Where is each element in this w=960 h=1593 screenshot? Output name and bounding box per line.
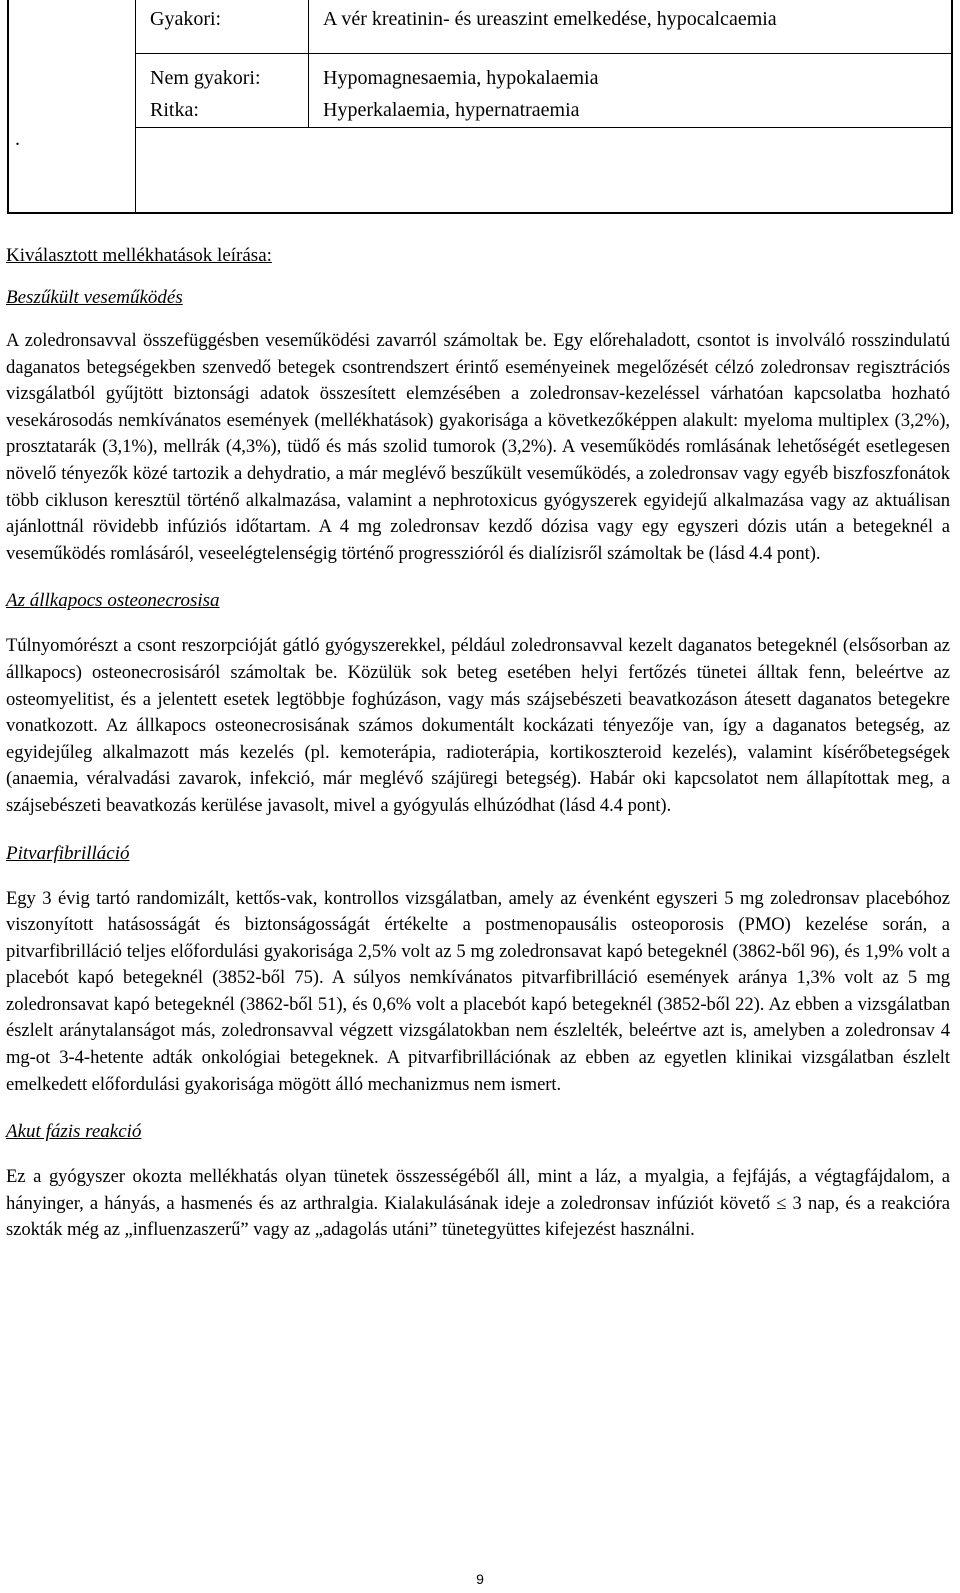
frequency-label-uncommon: Nem gyakori: bbox=[150, 67, 261, 89]
section-paragraph-renal: A zoledronsavval összefüggésben veseműködési zavarról számoltak be. Egy előrehaladott, csontot is involváló rosszindulatú daganatos betegségekben szenvedő betegek csontrendszert érintő eseményeinek megelőzését célzó zoledronsav regisztrációs vizsgálatból gyűjtött biztonsági adatok összesített elemzésében a zoledronsav-kezeléssel várhatóan kapcsolatba hozható vesekárosodás nemkívánatos események (mellékhatások) gyakorisága a következőképpen alakult: myeloma multiplex (3,2%), prosztatarák (3,1%), mellrák (4,3%), tüdő és más szolid tumorok (3,2%). A veseműködés romlásának lehetőségét esetlegesen növelő tényezők közé tartozik a dehydratio, a már meglévő beszűkült veseműködés, a zoledronsav vagy egyéb biszfoszfonátok több cikluson keresztül történő alkalmazása, valamint a nephrotoxicus gyógyszerek egyidejű alkalmazása vagy az aktuálisan ajánlottnál rövidebb infúziós időtartam. A 4 mg zoledronsav kezdő dózisa vagy egy egyszeri dózis után a betegeknél a veseműködés romlásáról, veseelégtelenségig történő progresszióról és dialízisről számoltak be (lásd 4.4 pont). bbox=[6, 330, 950, 564]
side-effects-table bbox=[7, 0, 953, 214]
main-heading: Kiválasztott mellékhatások leírása: bbox=[6, 245, 272, 266]
section-heading-atrial-fibrillation: Pitvarfibrilláció bbox=[6, 842, 130, 864]
section-paragraph-osteonecrosis: Túlnyomórészt a csont reszorpcióját gátló gyógyszerekkel, például zoledronsavval kezelt daganatos betegeknél (elsősorban az állkapocs) osteonecrosisáról számoltak be. Közülük sok beteg esetében helyi fertőzés tünetei álltak fenn, beleértve az osteomyelitist, és a jelentett esetek legtöbbje foghúzáson, vagy más szájsebészeti beavatkozáson átesett daganatos betegekre vonatkozott. Az állkapocs osteonecrosisának számos dokumentált kockázati tényezője van, így a daganatos betegség, az egyidejűleg alkalmazott más kezelés (pl. kemoterápia, radioterápia, kortikoszteroid kezelés), valamint kísérőbetegségek (anaemia, véralvadási zavarok, infekció, már meglévő szájüregi betegség). Habár oki kapcsolatot nem állapítottak meg, a szájsebészeti beavatkozás kerülése javasolt, mivel a gyógyulás elhúzódhat (lásd 4.4 pont). bbox=[6, 635, 950, 816]
section-heading-renal: Beszűkült veseműködés bbox=[6, 287, 183, 308]
page-number: 9 bbox=[476, 1571, 484, 1587]
effects-common: A vér kreatinin- és ureaszint emelkedése, hypocalcaemia bbox=[323, 8, 777, 30]
table-dot: . bbox=[15, 128, 20, 150]
document-body bbox=[6, 243, 950, 1244]
effects-rare: Hyperkalaemia, hypernatraemia bbox=[323, 99, 580, 121]
section-paragraph-atrial-fibrillation: Egy 3 évig tartó randomizált, kettős-vak, kontrollos vizsgálatban, amely az évenként egyszeri 5 mg zoledronsav placebóhoz viszonyított hatásosságát és biztonságosságát értékelte a postmenopausális osteoporosis (PMO) kezelése során, a pitvarfibrilláció teljes előfordulási gyakorisága 2,5% volt az 5 mg zoledronsavat kapó betegeknél (3862-ből 96), és 1,9% volt a placebót kapó betegeknél (3852-ből 75). A súlyos nemkívánatos pitvarfibrilláció események aránya 1,3% volt az 5 mg zoledronsavat kapó betegeknél (3862-ből 51), és 0,6% volt a placebót kapó betegeknél (3852-ből 22). Az ebben a vizsgálatban észlelt aránytalanságot más, zoledronsavval végzett vizsgálatokban nem észlelték, beleértve azt is, amelyben a zoledronsav 4 mg-ot 3-4-hetente adták onkológiai betegeknek. A pitvarfibrillációnak az ebben az egyetlen klinikai vizsgálatban észlelt emelkedett előfordulási gyakorisága mögött álló mechanizmus nem ismert. bbox=[6, 887, 950, 1095]
frequency-label-rare: Ritka: bbox=[150, 99, 199, 121]
effects-uncommon: Hypomagnesaemia, hypokalaemia bbox=[323, 67, 599, 89]
frequency-label-common: Gyakori: bbox=[150, 8, 222, 30]
section-paragraph-acute-phase: Ez a gyógyszer okozta mellékhatás olyan tünetek összességéből áll, mint a láz, a myalgia, a fejfájás, a végtagfájdalom, a hányinger, a hányás, a hasmenés és az arthralgia. Kialakulásának ideje a zoledronsav infúziót követő ≤ 3 nap, és a reakcióra szokták még az „influenzaszerű” vagy az „adagolás utáni” tünetegyüttes kifejezést használni. bbox=[6, 1166, 950, 1241]
table-row-divider bbox=[136, 53, 951, 54]
section-heading-osteonecrosis: Az állkapocs osteonecrosisa bbox=[6, 590, 220, 612]
table-left-cell bbox=[9, 0, 136, 212]
section-heading-acute-phase: Akut fázis reakció bbox=[6, 1121, 142, 1143]
